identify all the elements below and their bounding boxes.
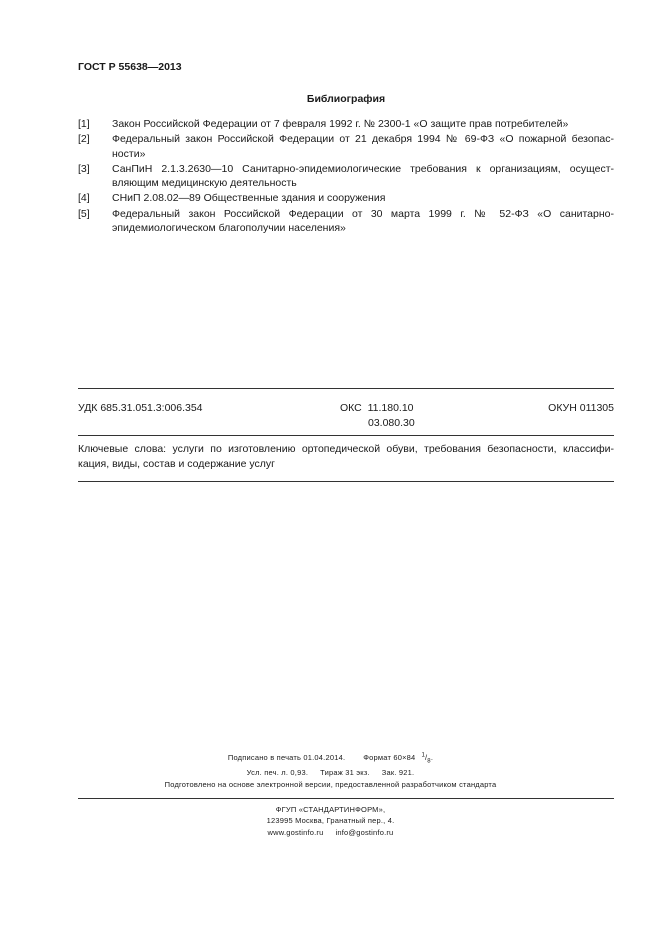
oks-label: ОКС [340, 402, 362, 414]
oks-code-1: 11.180.10 [367, 402, 414, 414]
website-link[interactable]: www.gostinfo.ru [267, 828, 324, 837]
bibliography-item-number: [3] [78, 162, 90, 175]
bibliography-item [78, 117, 614, 131]
bibliography-item-text: Федеральный закон Российской Федерации от 30 марта 1999 г. № 52-ФЗ «О санитарно-эпидемиологическом благополучии населения» [112, 207, 614, 235]
imprint-line-1 [0, 752, 661, 764]
paper-format: Формат 60×84 $^1/_8$. [363, 752, 434, 764]
bibliography-item-number: [2] [78, 133, 90, 146]
bibliography-item-text: Федеральный закон Российской Федерации от 21 декабря 1994 № 69-ФЗ «О пожарной безопас-ности» [112, 133, 614, 160]
bibliography-title: Библиография [306, 93, 386, 105]
order-number: Зак. 921. [381, 768, 415, 777]
imprint-prepared: Подготовлено на основе электронной версии, предоставленной разработчиком стандарта [164, 780, 497, 789]
bibliography-item [78, 132, 614, 161]
keywords: Ключевые слова: услуги по изготовлению ортопедической обуви, требования безопасности, классифи-кация, виды, состав и содержание услуг [78, 443, 614, 470]
bibliography-item-text: Закон Российской Федерации от 7 февраля 1992 г. № 2300-1 «О защите прав потребителей» [112, 118, 569, 130]
bibliography-item [78, 207, 614, 236]
bibliography-item-number: [1] [78, 118, 90, 130]
print-sheets: Усл. печ. л. 0,93. [246, 768, 309, 777]
bibliography-item-number: [4] [78, 192, 90, 205]
document-header: ГОСТ Р 55638—2013 [78, 61, 182, 73]
email-link[interactable]: info@gostinfo.ru [335, 828, 394, 837]
oks-code [340, 401, 414, 416]
divider-top [78, 388, 614, 389]
divider-bottom [78, 481, 614, 482]
circulation: Тираж 31 экз. [320, 768, 370, 777]
publisher-address: 123995 Москва, Гранатный пер., 4. [266, 816, 395, 825]
imprint-divider [78, 798, 614, 799]
divider-middle [78, 435, 614, 436]
bibliography-list [78, 117, 614, 236]
bibliography-item [78, 191, 614, 205]
publisher-contacts [0, 828, 661, 837]
publisher-name: ФГУП «СТАНДАРТИНФОРМ», [275, 805, 386, 814]
imprint-line-2 [0, 768, 661, 777]
signed-date: Подписано в печать 01.04.2014. [227, 752, 346, 762]
bibliography-item-number: [5] [78, 207, 90, 220]
bibliography-item [78, 162, 614, 191]
oks-code-2: 03.080.30 [368, 417, 415, 429]
bibliography-item-text: СанПиН 2.1.3.2630—10 Санитарно-эпидемиологические требования к организациям, осущест-вляющим медицинскую деятельность [112, 162, 614, 190]
okun-code: ОКУН 011305 [548, 402, 614, 414]
udk-code: УДК 685.31.051.3:006.354 [78, 402, 203, 414]
bibliography-item-text: СНиП 2.08.02—89 Общественные здания и сооружения [112, 192, 386, 205]
